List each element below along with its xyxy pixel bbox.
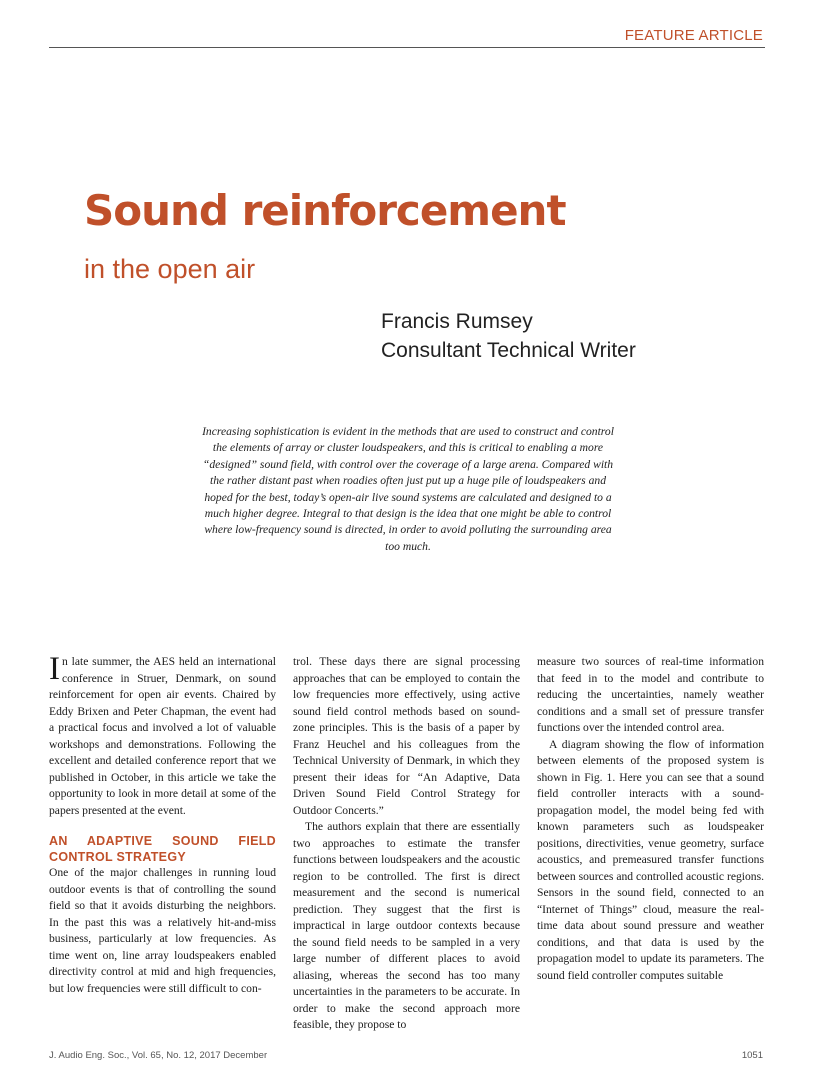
author-name: Francis Rumsey — [381, 310, 533, 333]
article-subtitle: in the open air — [84, 254, 256, 284]
footer-citation: J. Audio Eng. Soc., Vol. 65, No. 12, 2017 December — [49, 1050, 268, 1061]
paragraph-intro-text: n late summer, the AES held an international conference in Struer, Denmark, on sound reinforcement for open air events. Chaired by Eddy Brixen and Peter Chapman, the event had a practical focus and involved a lot of valuable workshops and demonstrations. Following the excellent and detailed conference report that we published in October, in this article we take the opportunity to look in more detail at some of the papers presented at the event. — [49, 655, 276, 817]
article-title: Sound reinforcement — [84, 186, 566, 235]
header-rule — [49, 47, 765, 48]
page-number: 1051 — [741, 1050, 763, 1061]
paragraph-4: A diagram showing the flow of information between elements of the proposed system is shown in Fig. 1. Here you can see that a sound field controller interacts with a sound-propagation model, the model being fed with known parameters such as loudspeaker positions, directivities, venue geometry, surface acoustics, and premeasured transfer functions between sources and controlled acoustic regions. Sensors in the sound field, connected to an “Internet of Things” cloud, measure the real-time data about sound pressure and weather conditions, and that data is used by the propagation model to update its parameters. The sound field controller computes suitable — [537, 737, 764, 982]
section-heading: AN ADAPTIVE SOUND FIELD CONTROL STRATEGY — [49, 834, 276, 864]
paragraph-2-part-1: One of the major challenges in running loud outdoor events is that of controlling the sound field so that it avoids disturbing the neighbors. In the past this was a relatively hit-and-miss business, particularly at low frequencies. As time went on, line array loudspeakers enabled directivity control at mid and high frequencies, but low frequencies were still difficult to con- — [49, 866, 276, 995]
paragraph-2-part-2: trol. These days there are signal processing approaches that can be employed to contain the low frequencies more effectively, using active sound field control methods based on sound-zone principles. This is the basis of a paper by Franz Heuchel and his colleagues from the Technical University of Denmark, in which they present their ideas for “An Adaptive, Data Driven Sound Field Control Strategy for Outdoor Concerts.” — [293, 655, 520, 817]
drop-cap: I — [49, 651, 60, 687]
body-column-2 — [293, 654, 520, 1034]
author-block — [381, 307, 636, 365]
abstract: Increasing sophistication is evident in the methods that are used to construct and control the elements of array or cluster loudspeakers, and this is critical to enabling a more “designed” sound field, with control over the coverage of a large arena. Compared with the rather distant past when roadies often just put up a huge pile of loudspeakers and hoped for the best, today’s open-air live sound systems are calculated and designed to a much higher degree. Integral to that design is the idea that one might be able to control where low-frequency sound is directed, in order to avoid polluting the surrounding area too much. — [202, 425, 614, 553]
body-column-1 — [49, 651, 276, 997]
author-role: Consultant Technical Writer — [381, 339, 636, 362]
paragraph-intro — [49, 651, 276, 819]
section-label: FEATURE ARTICLE — [624, 27, 763, 44]
paragraph-3-part-1: The authors explain that there are essentially two approaches to estimate the transfer functions between loudspeakers and the acoustic region to be controlled. The first is direct measurement and the second is numerical prediction. They suggest that the first is impractical in large outdoor contexts because the sound field needs to be sampled in a very large number of different places to avoid aliasing, whereas the second has too many uncertainties in the parameters to be accurate. In order to make the second approach more feasible, they propose to — [293, 820, 520, 1031]
paragraph-3-part-2: measure two sources of real-time information that feed in to the model and contribute to reducing the uncertainties, namely weather conditions and a small set of pressure transfer functions over the intended control area. — [537, 655, 764, 734]
body-column-3 — [537, 654, 764, 984]
